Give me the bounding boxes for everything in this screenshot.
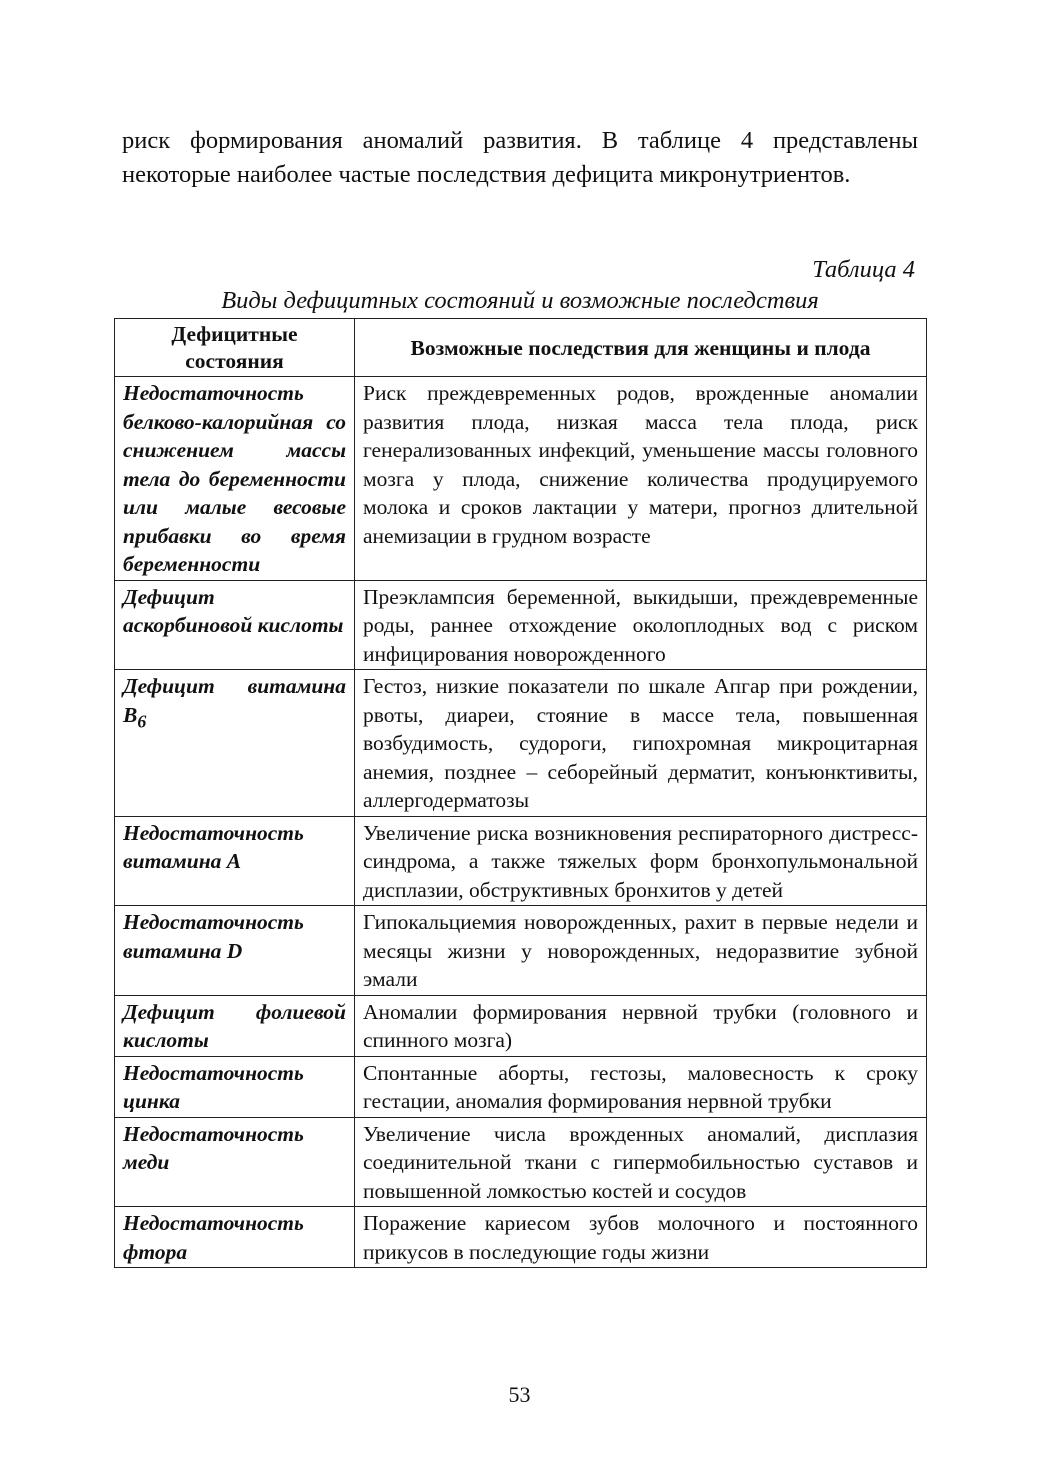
table-row xyxy=(115,1117,927,1207)
table-row xyxy=(115,580,927,670)
header-consequences: Возможные последствия для женщины и плода xyxy=(355,319,927,377)
condition-cell: Недостаточность цинка xyxy=(115,1056,355,1117)
condition-cell: Недостаточность фтора xyxy=(115,1207,355,1268)
consequence-cell: Преэклампсия беременной, выкидыши, преждевременные роды, раннее отхождение околоплодных вод с риском инфицирования новорожденного xyxy=(355,580,927,670)
consequence-cell: Увеличение риска возникновения респираторного дистресс-синдрома, а также тяжелых форм бронхопульмональной дисплазии, обструктивных бронхитов у детей xyxy=(355,816,927,906)
condition-cell: Недостаточность витамина А xyxy=(115,816,355,906)
table-row xyxy=(115,906,927,996)
consequence-cell: Увеличение числа врожденных аномалий, дисплазия соединительной ткани с гипермобильностью суставов и повышенной ломкостью костей и сосудов xyxy=(355,1117,927,1207)
consequence-cell: Спонтанные аборты, гестозы, маловесность к сроку гестации, аномалия формирования нервной трубки xyxy=(355,1056,927,1117)
consequence-cell: Гестоз, низкие показатели по шкале Апгар при рождении, рвоты, диареи, стояние в массе тела, повышенная возбудимость, судороги, гипохромная микроцитарная анемия, позднее – себорейный дерматит, конъюнктивиты, аллергодерматозы xyxy=(355,670,927,817)
deficiency-table xyxy=(114,318,927,1268)
condition-cell: Дефицит фолиевой кислоты xyxy=(115,995,355,1056)
consequence-cell: Поражение кариесом зубов молочного и постоянного прикусов в последующие годы жизни xyxy=(355,1207,927,1268)
condition-text: Дефицит витамина B xyxy=(123,674,346,727)
consequence-cell: Аномалии формирования нервной трубки (головного и спинного мозга) xyxy=(355,995,927,1056)
condition-subscript: 6 xyxy=(137,710,147,731)
condition-cell: Недостаточность витамина D xyxy=(115,906,355,996)
table-row xyxy=(115,377,927,581)
table-row xyxy=(115,670,927,817)
table-row xyxy=(115,1207,927,1268)
consequence-cell: Риск преждевременных родов, врожденные аномалии развития плода, низкая масса тела плода, риск генерализованных инфекций, уменьшение массы головного мозга у плода, снижение количества продуцируемого молока и сроков лактации у матери, прогноз длительной анемизации в грудном возрасте xyxy=(355,377,927,581)
header-conditions: Дефицитные состояния xyxy=(115,319,355,377)
table-header-row xyxy=(115,319,927,377)
page-number: 53 xyxy=(508,1382,531,1407)
condition-cell xyxy=(115,670,355,817)
table-number: Таблица 4 xyxy=(812,256,915,283)
condition-cell: Недостаточность меди xyxy=(115,1117,355,1207)
intro-paragraph: риск формирования аномалий развития. В таблице 4 представлены некоторые наиболее частые последствия дефицита микронутриентов. xyxy=(122,127,918,188)
table-title: Виды дефицитных состояний и возможные последствия xyxy=(221,287,819,314)
condition-cell: Недостаточность белково-калорийная со снижением массы тела до беременности или малые весовые прибавки во время беременности xyxy=(115,377,355,581)
table-row xyxy=(115,816,927,906)
table-row xyxy=(115,1056,927,1117)
table-row xyxy=(115,995,927,1056)
condition-cell: Дефицит аскорбиновой кислоты xyxy=(115,580,355,670)
consequence-cell: Гипокальциемия новорожденных, рахит в первые недели и месяцы жизни у новорожденных, недоразвитие зубной эмали xyxy=(355,906,927,996)
